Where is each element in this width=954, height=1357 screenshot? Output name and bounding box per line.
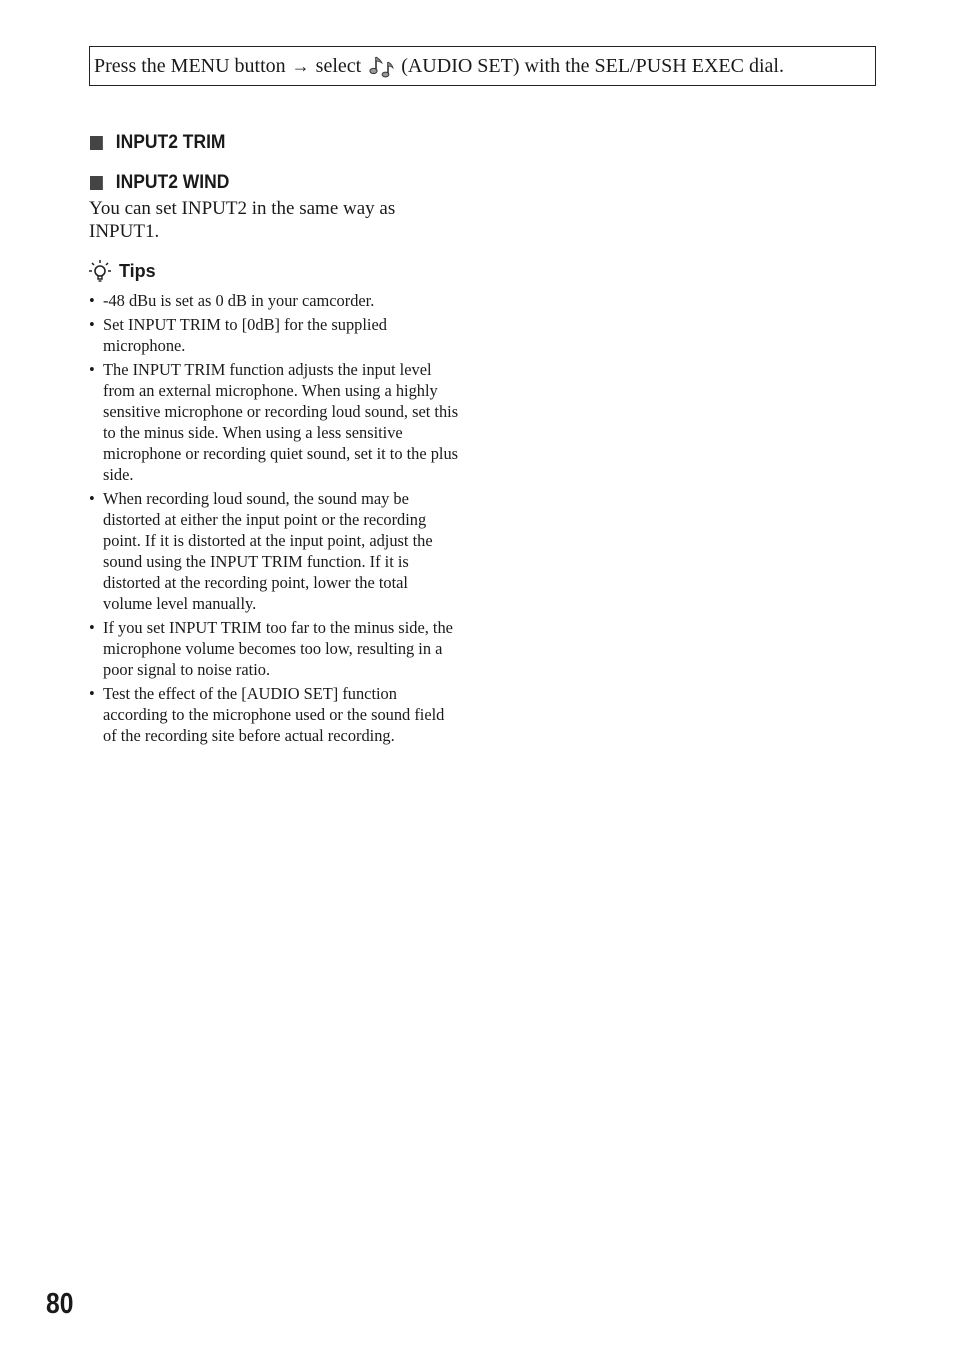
tips-title: Tips (119, 260, 156, 281)
page-number: 80 (46, 1288, 74, 1320)
tip-item: • -48 dBu is set as 0 dB in your camcorder. (89, 290, 461, 311)
tips-list (89, 290, 461, 749)
square-bullet-icon (90, 136, 103, 150)
section-heading-input2-wind (90, 172, 229, 194)
tip-item: • Set INPUT TRIM to [0dB] for the supplied microphone. (89, 314, 461, 356)
section-heading-input2-trim (90, 132, 225, 154)
music-notes-icon (367, 54, 397, 78)
right-arrow-icon: → (291, 55, 310, 76)
tip-item: • Test the effect of the [AUDIO SET] function according to the microphone used or the sound field of the recording site before actual recording. (89, 683, 461, 746)
section-body-text: You can set INPUT2 in the same way as INPUT1. (89, 198, 396, 242)
menu-instruction-select: select (315, 54, 362, 77)
tip-item: • If you set INPUT TRIM too far to the minus side, the microphone volume becomes too low, resulting in a poor signal to noise ratio. (89, 617, 461, 680)
menu-instruction-suffix: (AUDIO SET) with the SEL/PUSH EXEC dial. (401, 54, 784, 77)
section-heading-text: INPUT2 TRIM (115, 132, 226, 153)
section-heading-text: INPUT2 WIND (115, 172, 230, 193)
tips-heading (89, 259, 156, 283)
menu-instruction-prefix: Press the MENU button (94, 54, 286, 77)
menu-instruction-box (89, 46, 876, 86)
tip-item: • When recording loud sound, the sound may be distorted at either the input point or the recording point. If it is distorted at the input point, adjust the sound using the INPUT TRIM function. If it is distorted at the recording point, lower the total volume level manually. (89, 488, 461, 614)
square-bullet-icon (90, 176, 103, 190)
lightbulb-icon (89, 259, 111, 283)
tip-item: • The INPUT TRIM function adjusts the input level from an external microphone. When using a highly sensitive microphone or recording loud sound, set this to the minus side. When using a less sensitive microphone or recording quiet sound, set it to the plus side. (89, 359, 461, 485)
